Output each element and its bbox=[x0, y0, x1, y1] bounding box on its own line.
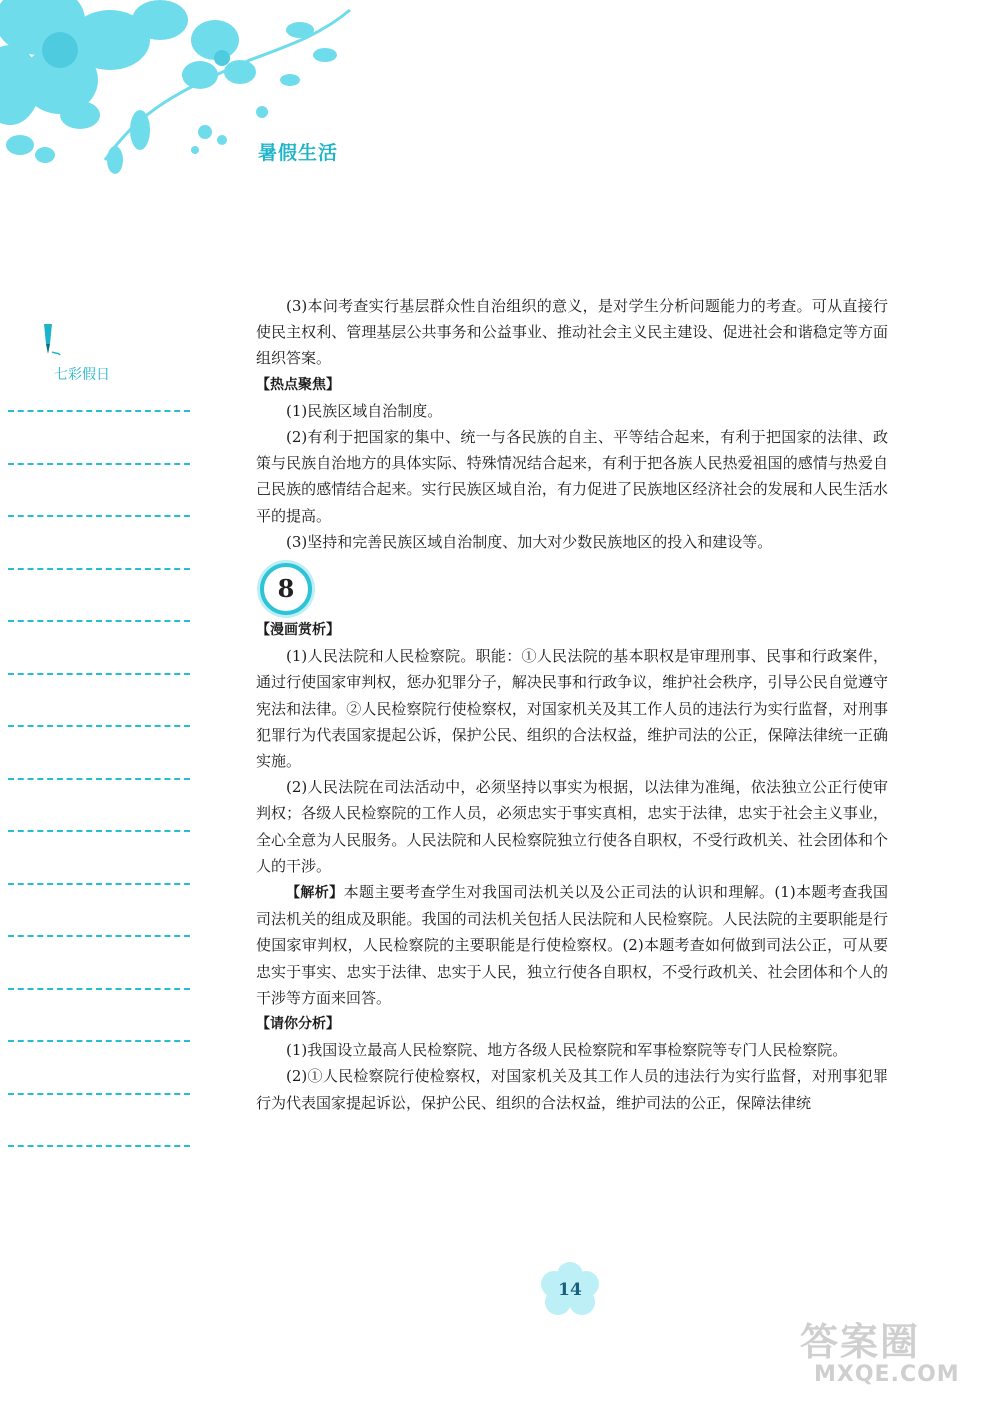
note-line bbox=[8, 620, 190, 622]
flower-decoration bbox=[0, 0, 360, 230]
section-badge-wrap bbox=[256, 555, 888, 617]
watermark-bottom: MXQE.COM bbox=[814, 1362, 960, 1387]
cartoon-paragraph-2: (2)人民法院在司法活动中，必须坚持以事实为根据，以法律为准绳，依法独立公正行使审判权；各级人民检察院的工作人员，必须忠实于事实真相，忠实于法律，忠实于社会主义事业，全心全意为人民服务。人民法院和人民检察院独立行使各自职权，不受行政机关、社会团体和个人的干涉。 bbox=[256, 778, 888, 875]
page-number-badge bbox=[540, 1262, 600, 1322]
note-line bbox=[8, 988, 190, 990]
note-line bbox=[8, 1040, 190, 1042]
note-line bbox=[8, 568, 190, 570]
note-line bbox=[8, 883, 190, 885]
analysis-paragraph bbox=[256, 879, 888, 1011]
section-number-badge: 8 bbox=[260, 563, 312, 615]
cartoon-paragraph-1: (1)人民法院和人民检察院。职能：①人民法院的基本职权是审理刑事、民事和行政案件，通过行使国家审判权，惩办犯罪分子，解决民事和行政争议，维护社会秩序，引导公民自觉遵守宪法和法律。②人民检察院行使检察权，对国家机关及其工作人员的违法行为实行监督，对刑事犯罪行为代表国家提起公诉，保护公民、组织的合法权益，维护司法的公正，保障法律统一正确实施。 bbox=[256, 647, 888, 771]
note-lines bbox=[8, 410, 190, 1198]
watermark bbox=[800, 1322, 960, 1388]
analyze-heading: 【请你分析】 bbox=[256, 1016, 340, 1033]
note-line bbox=[8, 410, 190, 412]
analyze-paragraph-2: (2)①人民检察院行使检察权，对国家机关及其工作人员的违法行为实行监督，对刑事犯罪行为代表国家提起诉讼，保护公民、组织的合法权益，维护司法的公正，保障法律统 bbox=[256, 1067, 888, 1112]
analyze-paragraph-1: (1)我国设立最高人民检察院、地方各级人民检察院和军事检察院等专门人民检察院。 bbox=[286, 1041, 848, 1060]
note-line bbox=[8, 935, 190, 937]
note-line bbox=[8, 778, 190, 780]
note-line bbox=[8, 463, 190, 465]
note-line bbox=[8, 830, 190, 832]
note-line bbox=[8, 1145, 190, 1147]
pen-icon bbox=[38, 322, 62, 358]
hot-heading: 【热点聚焦】 bbox=[256, 376, 340, 393]
cartoon-heading: 【漫画赏析】 bbox=[256, 622, 340, 639]
book-title: 暑假生活 bbox=[258, 142, 339, 164]
watermark-top: 答案圈 bbox=[800, 1320, 921, 1364]
page-number: 14 bbox=[558, 1280, 582, 1300]
hot-paragraph-3: (3)坚持和完善民族区域自治制度、加大对少数民族地区的投入和建设等。 bbox=[286, 532, 773, 551]
hot-paragraph-2: (2)有利于把国家的集中、统一与各民族的自主、平等结合起来，有利于把国家的法律、政策与民族自治地方的具体实际、特殊情况结合起来，有利于把各族人民热爱祖国的感情与热爱自己民族的感情结合起来。实行民族区域自治，有力促进了民族地区经济社会的发展和人民生活水平的提高。 bbox=[256, 428, 888, 525]
analysis-text: 本题主要考查学生对我国司法机关以及公正司法的认识和理解。(1)本题考查我国司法机关的组成及职能。我国的司法机关包括人民法院和人民检察院。人民法院的主要职能是行使国家审判权，人民检察院的主要职能是行使检察权。(2)本题考查如何做到司法公正，可从要忠实于事实、忠实于法律、忠实于人民，独立行使各自职权，不受行政机关、社会团体和个人的干涉等方面来回答。 bbox=[256, 883, 888, 1007]
note-line bbox=[8, 673, 190, 675]
hot-paragraph-1: (1)民族区域自治制度。 bbox=[286, 401, 443, 420]
note-line bbox=[8, 725, 190, 727]
note-line bbox=[8, 1093, 190, 1095]
intro-paragraph: (3)本问考查实行基层群众性自治组织的意义，是对学生分析问题能力的考查。可从直接行使民主权利、管理基层公共事务和公益事业、推动社会主义民主建设、促进社会和谐稳定等方面组织答案。 bbox=[256, 297, 888, 368]
analysis-tag: 【解析】 bbox=[286, 885, 344, 902]
main-content bbox=[256, 293, 888, 1116]
sidebar-label: 七彩假日 bbox=[54, 367, 110, 383]
note-line bbox=[8, 515, 190, 517]
